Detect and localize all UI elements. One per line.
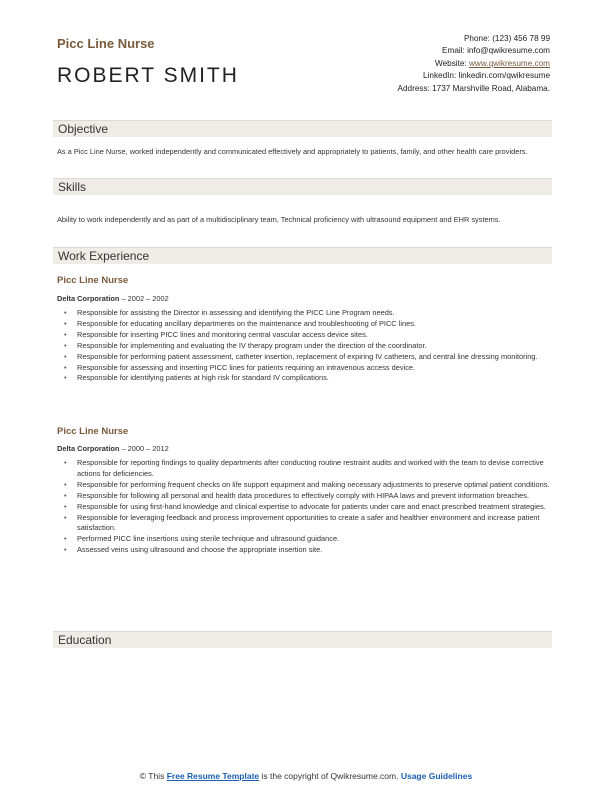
job-2-dates: – 2000 – 2012	[119, 444, 169, 453]
contact-block	[398, 33, 550, 95]
work-section-header	[53, 247, 552, 264]
education-section-header	[53, 631, 552, 648]
education-heading: Education	[58, 633, 112, 647]
contact-email	[398, 45, 550, 57]
skills-heading: Skills	[58, 180, 87, 194]
footer-prefix: © This	[139, 771, 167, 781]
skills-section-header	[53, 178, 552, 195]
phone-value: (123) 456 78 99	[492, 34, 550, 43]
job-1-company: Delta Corporation	[57, 294, 120, 303]
job-2-meta	[57, 444, 169, 453]
list-item: • Responsible for educating ancillary departments on the maintenance and troubleshooting of PICC lines.	[77, 319, 567, 330]
list-item: • Responsible for assessing and inserting PICC lines for patients requiring an intravenous access device.	[77, 363, 567, 374]
job-1-bullets	[57, 308, 567, 384]
linkedin-value[interactable]: linkedin.com/qwikresume	[458, 71, 550, 81]
job-1-title: Picc Line Nurse	[57, 275, 129, 286]
job-1-meta	[57, 294, 169, 303]
address-label: Address:	[397, 83, 430, 93]
list-item: • Responsible for following all personal and health data procedures to effectively comply with HIPAA laws and prevent information breaches.	[77, 491, 567, 502]
address-value: 1737 Marshville Road, Alabama.	[432, 83, 550, 93]
list-item: • Responsible for reporting findings to quality departments after conducting routine restraint audits and worked with the team to devise corrective actions for deficiencies.	[77, 458, 567, 480]
email-value[interactable]: info@qwikresume.com	[467, 46, 550, 56]
usage-guidelines-link[interactable]: Usage Guidelines	[400, 771, 473, 781]
linkedin-label: LinkedIn:	[423, 71, 457, 81]
resume-job-title: Picc Line Nurse	[57, 36, 155, 51]
list-item: • Responsible for assisting the Director in assessing and identifying the PICC Line Program needs.	[77, 308, 567, 319]
objective-section-header	[53, 120, 552, 137]
job-2-title: Picc Line Nurse	[57, 426, 129, 437]
email-label: Email:	[442, 46, 465, 56]
skills-text: Ability to work independently and as part of a multidisciplinary team, Technical proficiency with ultrasound equipment and EHR systems.	[57, 215, 501, 224]
job-1-dates: – 2002 – 2002	[119, 294, 169, 303]
list-item: • Responsible for performing patient assessment, catheter insertion, replacement of expiring IV catheters, and central line dressing monitoring.	[77, 352, 567, 363]
contact-website	[398, 58, 550, 70]
job-2-company: Delta Corporation	[57, 444, 120, 453]
contact-linkedin	[398, 70, 550, 82]
contact-phone	[398, 33, 550, 45]
objective-text: As a Picc Line Nurse, worked independently and communicated effectively and appropriately to patients, family, and other health care providers.	[57, 147, 528, 156]
website-link[interactable]: www.qwikresume.com	[469, 58, 550, 68]
list-item: • Assessed veins using ultrasound and choose the appropriate insertion site.	[77, 545, 567, 556]
list-item: • Responsible for implementing and evaluating the IV therapy program under the direction of the coordinator.	[77, 341, 567, 352]
work-heading: Work Experience	[58, 249, 150, 263]
list-item: • Responsible for performing frequent checks on life support equipment and making necessary adjustments to preserve optimal patient conditions.	[77, 480, 567, 491]
website-label: Website:	[435, 58, 467, 68]
objective-heading: Objective	[58, 122, 109, 136]
phone-label: Phone:	[463, 34, 490, 43]
list-item: • Responsible for using first-hand knowledge and clinical expertise to advocate for patients under care and enact prescribed treatment strategies.	[77, 502, 567, 513]
free-resume-template-link[interactable]: Free Resume Template	[166, 771, 260, 781]
list-item: • Responsible for identifying patients at high risk for standard IV complications.	[77, 373, 567, 384]
list-item: • Responsible for leveraging feedback and process improvement opportunities to create a safer and healthier environment and increase patient satisfaction.	[77, 513, 567, 535]
list-item: • Responsible for inserting PICC lines and monitoring central vascular access device sites.	[77, 330, 567, 341]
candidate-name: ROBERT SMITH	[57, 64, 239, 87]
footer-middle: is the copyright of Qwikresume.com.	[259, 771, 401, 781]
contact-address	[398, 83, 550, 95]
job-2-bullets	[57, 458, 567, 556]
list-item: • Performed PICC line insertions using sterile technique and ultrasound guidance.	[77, 534, 567, 545]
footer	[0, 771, 612, 781]
